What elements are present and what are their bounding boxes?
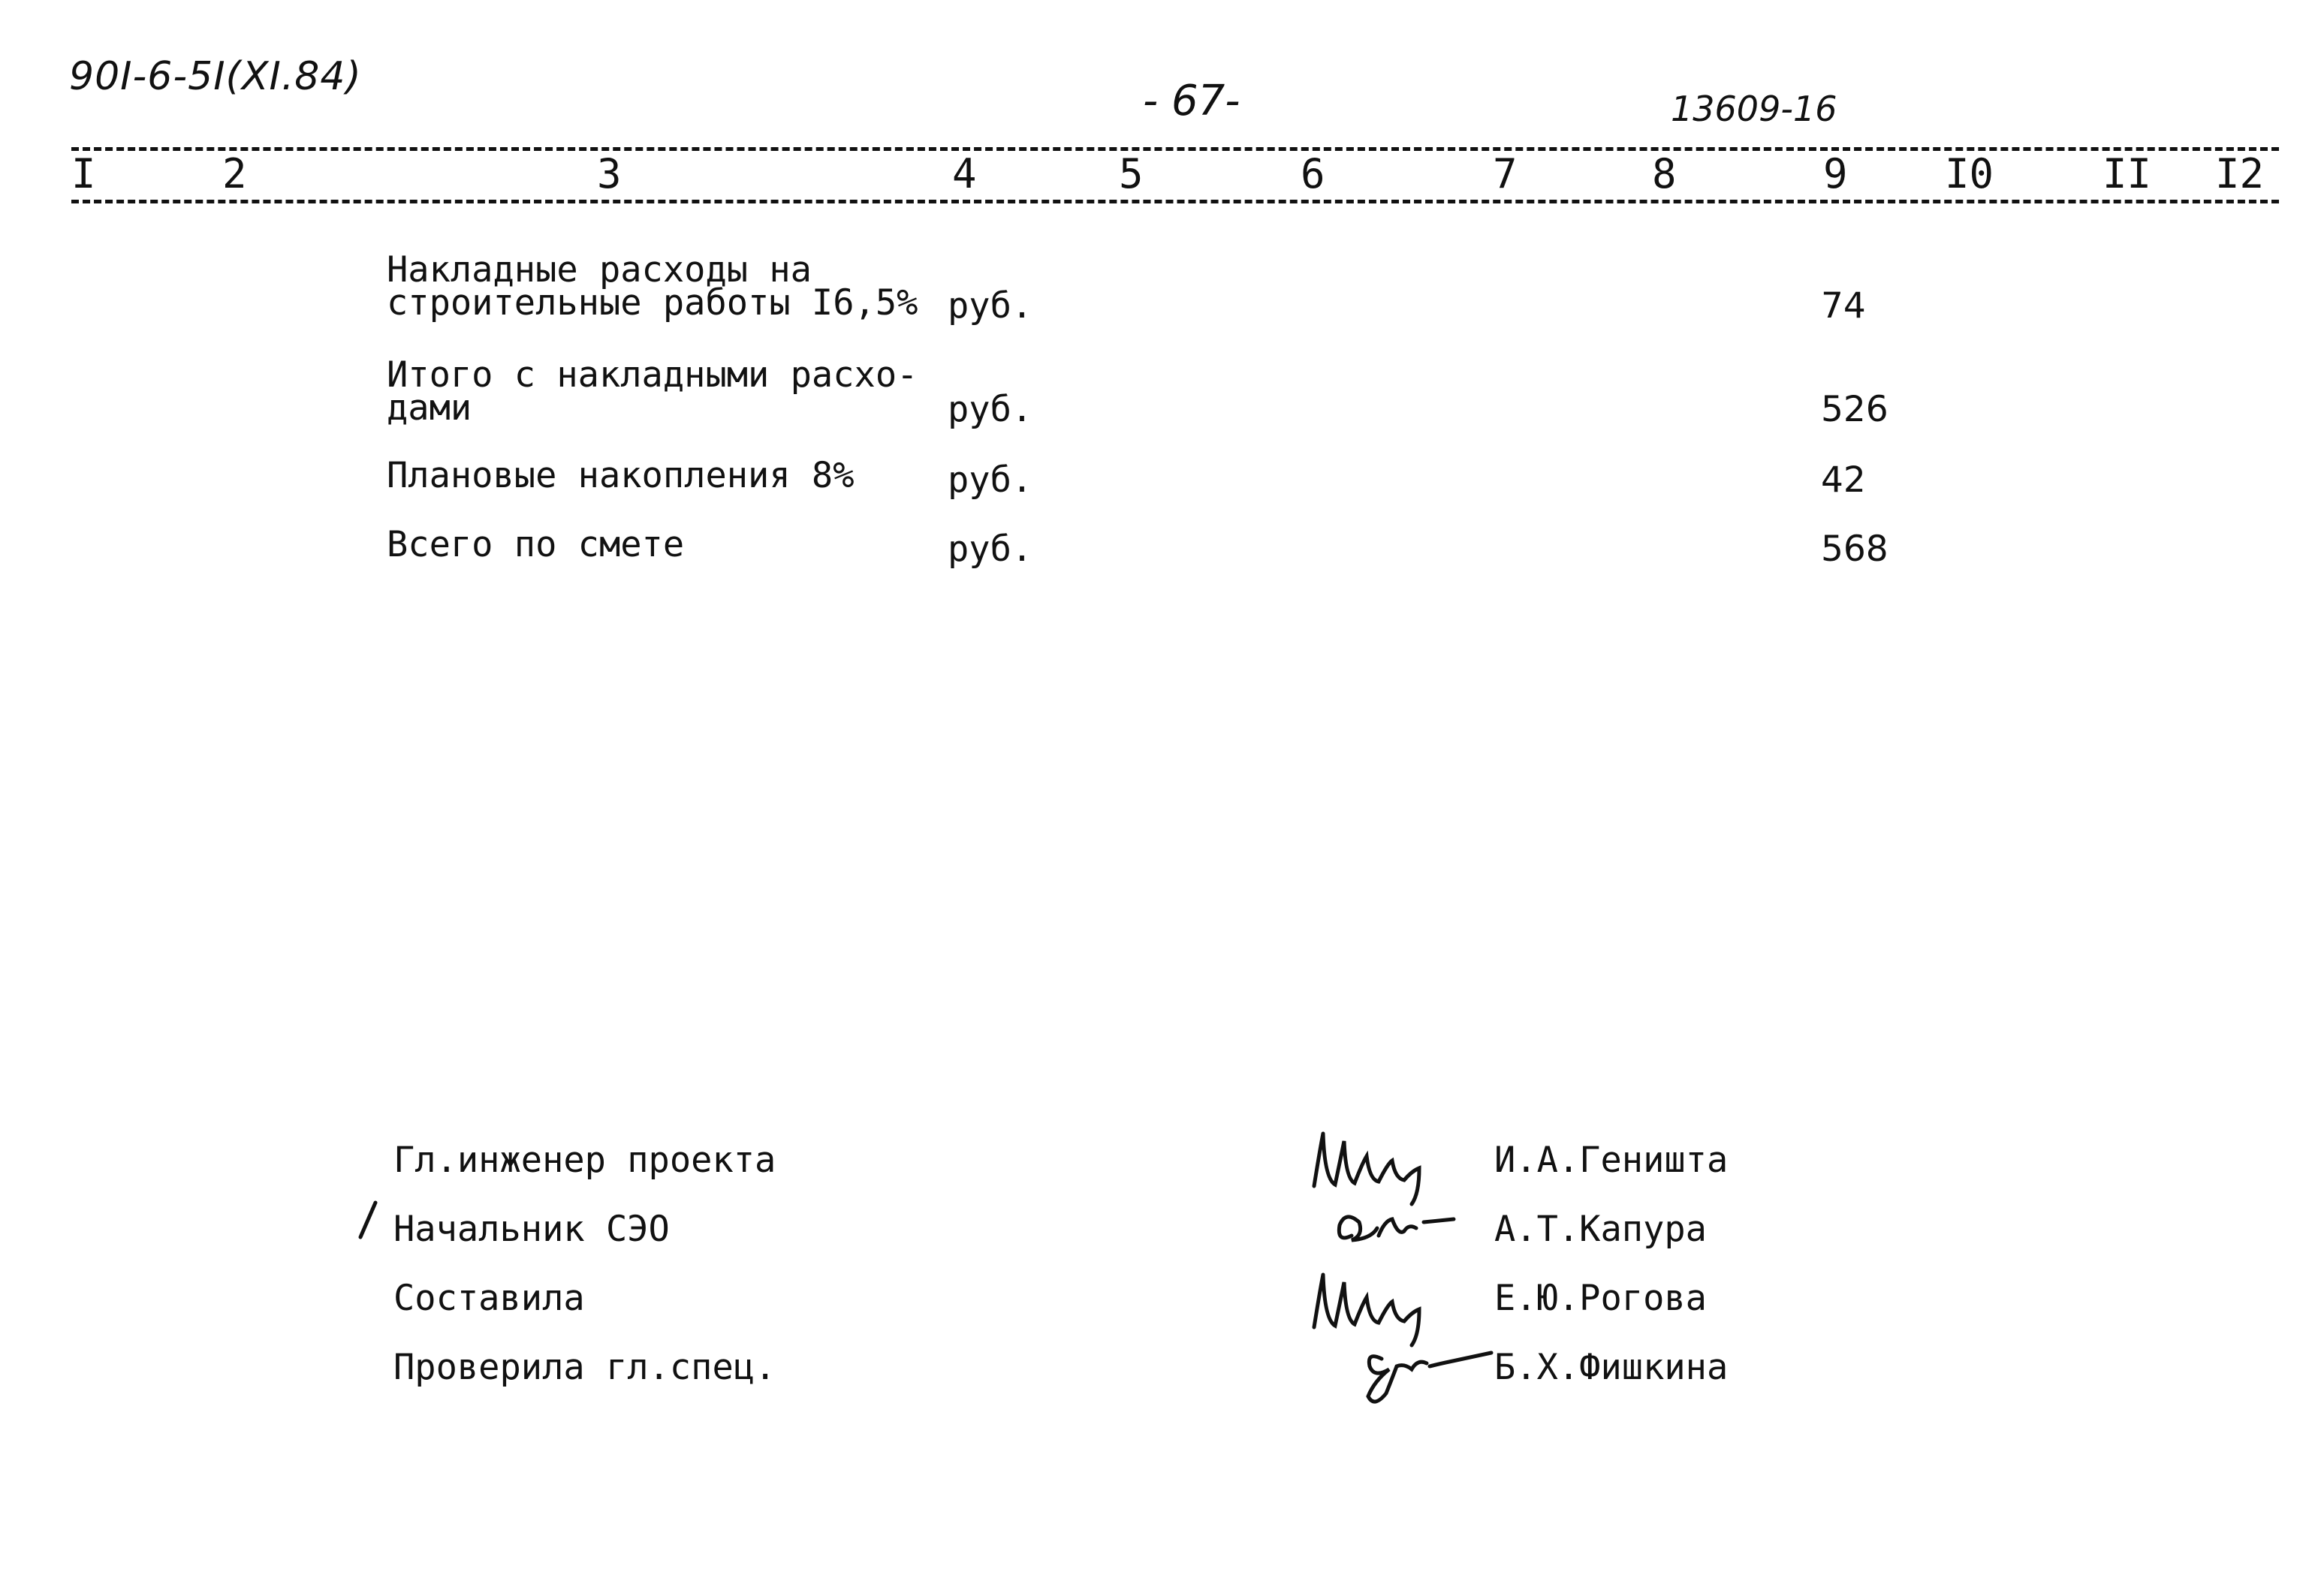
row-unit: руб. — [948, 285, 1033, 327]
signatory-name: И.А.Геништа — [1494, 1140, 1729, 1181]
row-label-line: Всего по смете — [387, 524, 685, 565]
row-value: 526 — [1821, 389, 1889, 430]
column-number: I — [71, 150, 96, 197]
row-label — [387, 354, 918, 429]
signatory-name: Е.Ю.Рогова — [1494, 1278, 1707, 1319]
row-label-line: Итого с накладными расхо- — [387, 354, 918, 396]
signature-scribble-icon — [1307, 1126, 1457, 1209]
signatory-name: А.Т.Капура — [1494, 1209, 1707, 1250]
document-code: 90I-6-5I(XI.84) — [69, 54, 362, 99]
signatory-role: Составила — [393, 1278, 585, 1319]
row-unit: руб. — [948, 459, 1033, 501]
row-label-line: Плановые накопления 8% — [387, 455, 855, 496]
archive-code: 13609-16 — [1671, 89, 1837, 129]
page-number: - 67- — [1143, 77, 1240, 125]
signatory-role: Гл.инженер проекта — [393, 1140, 776, 1181]
row-label-line: Накладные расходы на — [387, 249, 812, 291]
column-number: I0 — [1945, 150, 1994, 197]
row-value: 42 — [1821, 459, 1866, 501]
row-label — [387, 455, 855, 496]
signature-scribble-icon — [1352, 1336, 1494, 1411]
row-label — [387, 524, 685, 565]
row-value: 568 — [1821, 528, 1889, 570]
column-number: I2 — [2215, 150, 2265, 197]
column-number: 9 — [1823, 150, 1848, 197]
signatory-name: Б.Х.Фишкина — [1494, 1347, 1729, 1388]
column-number: 3 — [597, 150, 622, 197]
column-number: 5 — [1119, 150, 1144, 197]
column-number: 7 — [1493, 150, 1518, 197]
row-value: 74 — [1821, 285, 1866, 327]
column-number: 4 — [952, 150, 977, 197]
row-unit: руб. — [948, 528, 1033, 570]
row-unit: руб. — [948, 389, 1033, 430]
column-header-bottom-rule — [71, 200, 2279, 203]
row-label-line: дами — [387, 387, 472, 429]
signatory-role: Начальник СЭО — [393, 1209, 670, 1250]
signatory-role: Проверила гл.спец. — [393, 1347, 776, 1388]
column-number: 6 — [1301, 150, 1325, 197]
column-number: 8 — [1652, 150, 1677, 197]
signature-scribble-icon — [1329, 1206, 1457, 1258]
row-label — [387, 249, 918, 324]
row-label-line: строительные работы I6,5% — [387, 282, 918, 324]
check-mark-icon — [353, 1200, 383, 1242]
column-number: II — [2103, 150, 2152, 197]
column-number: 2 — [222, 150, 247, 197]
